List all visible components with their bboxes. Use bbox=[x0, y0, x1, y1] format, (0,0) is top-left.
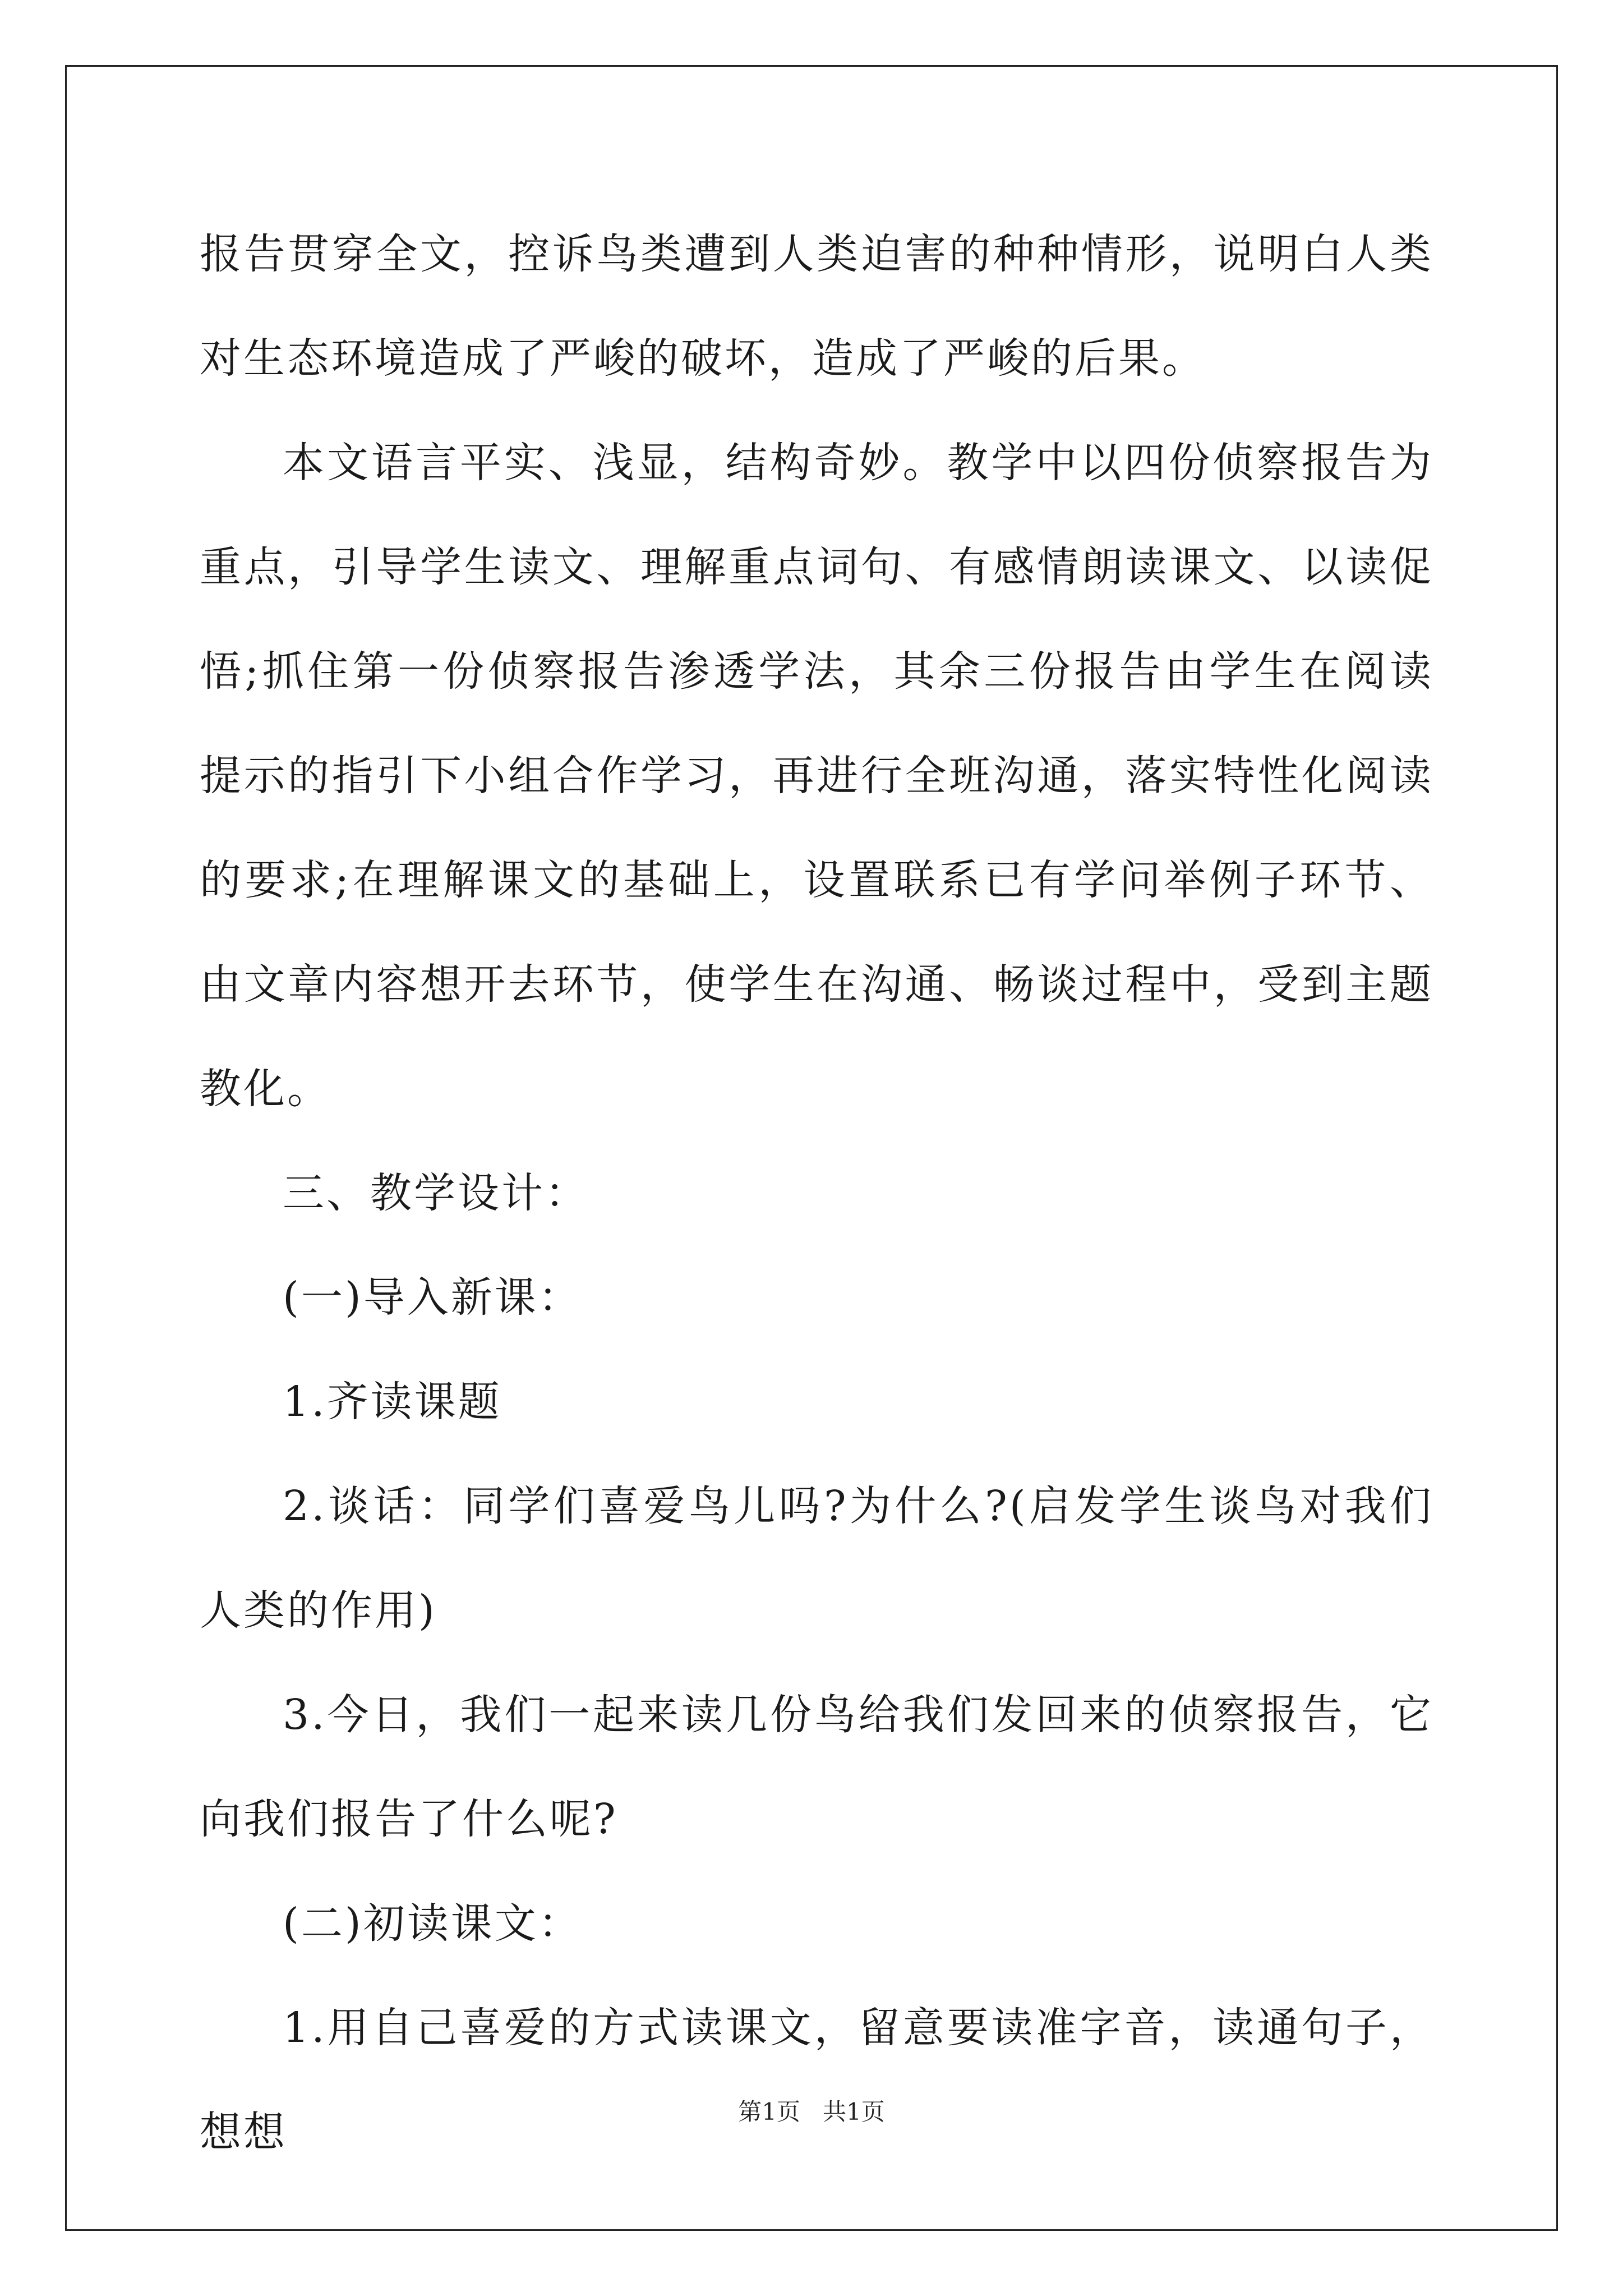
paragraph: 报告贯穿全文，控诉鸟类遭到人类迫害的种种情形，说明白人类对生态环境造成了严峻的破坏，造成了严峻的后果。 bbox=[200, 230, 1433, 383]
paragraph: 本文语言平实、浅显，结构奇妙。教学中以四份侦察报告为重点，引导学生读文、理解重点词句、有感情朗读课文、以读促悟;抓住第一份侦察报告渗透学法，其余三份报告由学生在阅读提示的指引下小组合作学习，再进行全班沟通，落实特性化阅读的要求;在理解课文的基础上，设置联系已有学问举例子环节、由文章内容想开去环节，使学生在沟通、畅谈过程中，受到主题教化。 bbox=[200, 439, 1433, 1113]
page-total: 共1页 bbox=[823, 2098, 885, 2125]
document-body bbox=[200, 202, 1433, 2184]
subsection-heading: (二)初读课文： bbox=[283, 1899, 582, 1948]
list-item: 1.齐读课题 bbox=[283, 1378, 502, 1426]
list-item: 3.今日，我们一起来读几份鸟给我们发回来的侦察报告，它向我们报告了什么呢? bbox=[200, 1691, 1433, 1843]
page-footer bbox=[0, 2095, 1623, 2129]
list-item: 1.用自己喜爱的方式读课文，留意要读准字音，读通句子，想想 bbox=[200, 2004, 1433, 2156]
subsection-heading: (一)导入新课： bbox=[283, 1273, 582, 1322]
list-item: 2.谈话：同学们喜爱鸟儿吗?为什么?(启发学生谈鸟对我们人类的作用) bbox=[200, 1482, 1433, 1635]
section-heading: 三、教学设计： bbox=[283, 1169, 589, 1217]
page-number: 第1页 bbox=[738, 2098, 800, 2125]
